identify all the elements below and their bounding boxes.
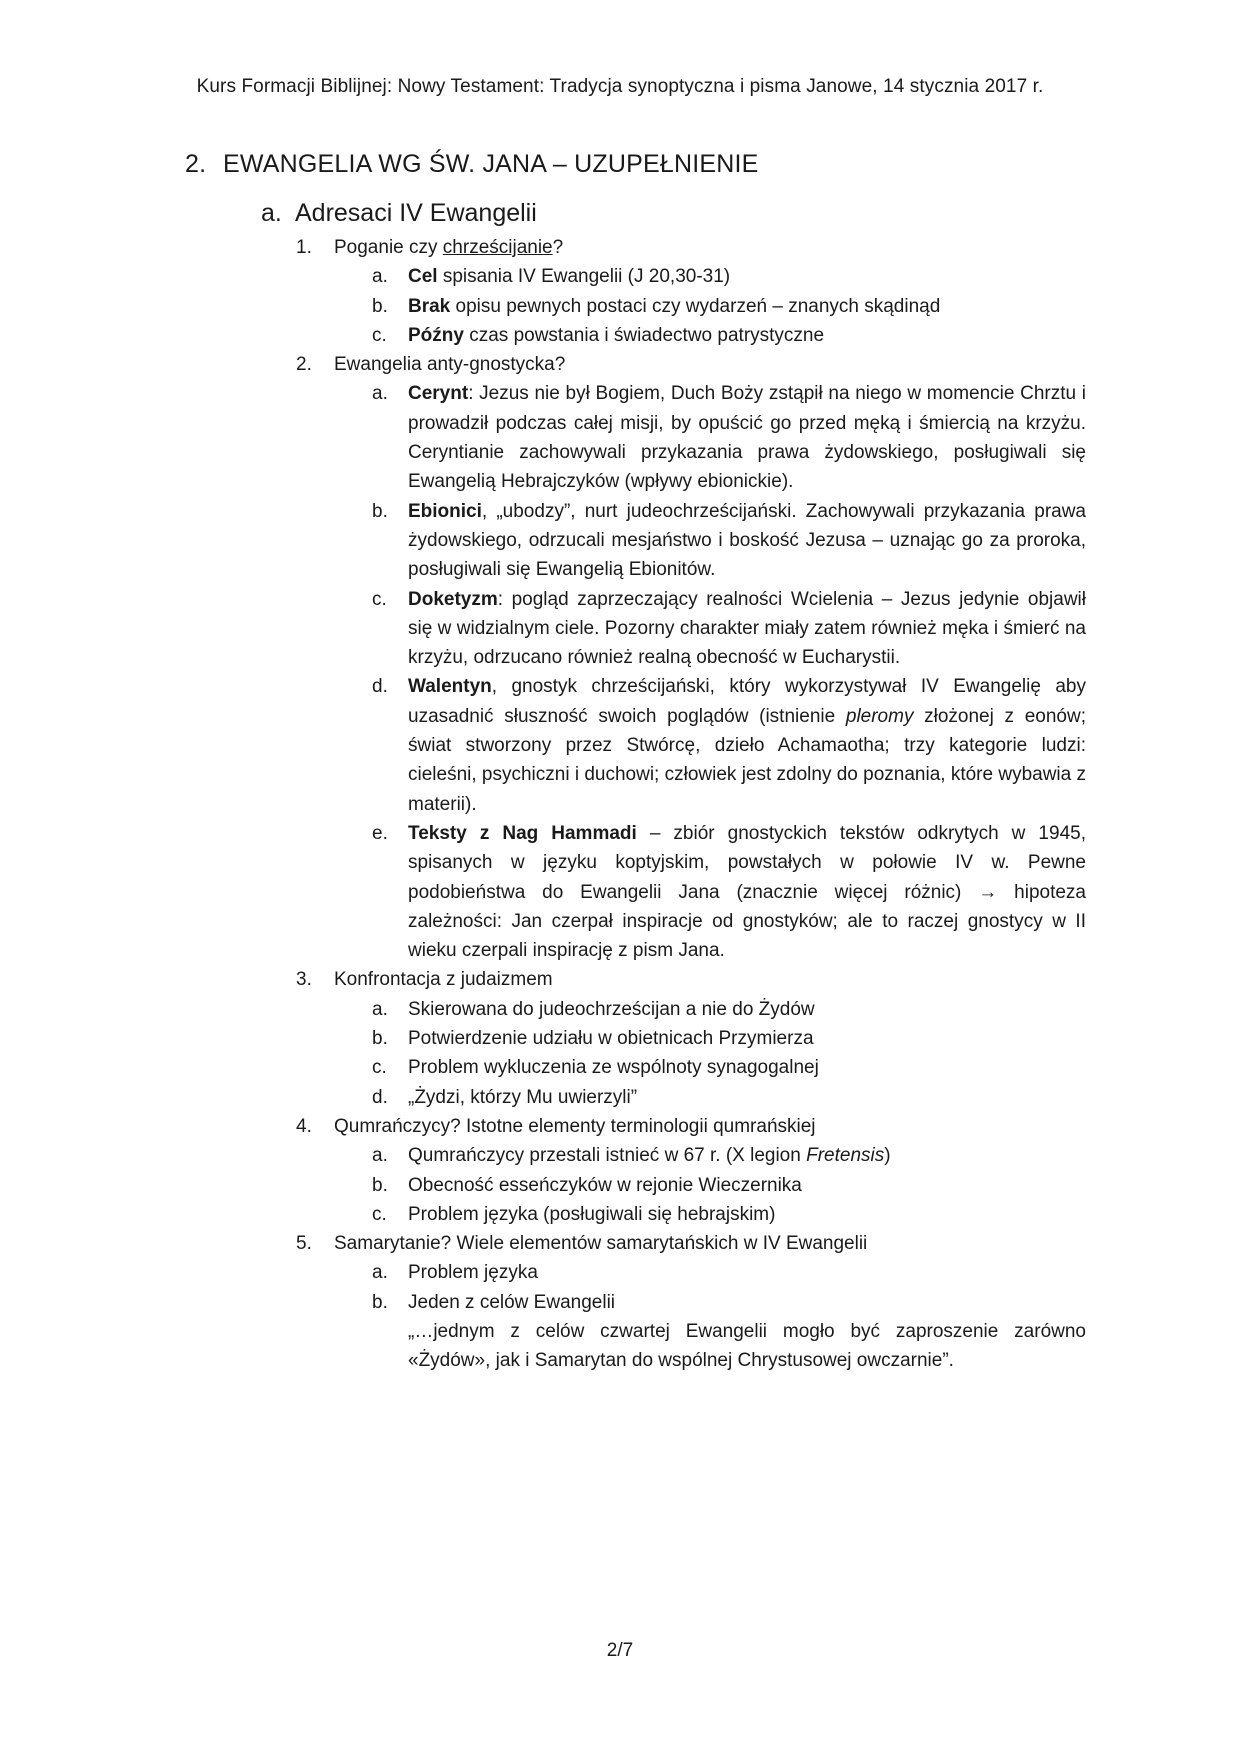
chapter-title: EWANGELIA WG ŚW. JANA – UZUPEŁNIENIE [223,150,759,178]
sub-item-letter: c. [372,1057,387,1079]
outline-item-1 [0,233,1084,262]
sub-item-letter: e. [372,822,388,844]
section-heading [261,199,537,228]
sub-item [0,585,1086,673]
sub-item-text: Problem języka [408,1262,538,1284]
sub-item-text: : pogląd zaprzeczający realności Wcielenia – Jezus jedynie objawił się w widzialnym ciele. Pozorny charakter miały zatem również męka i śmierć na krzyżu, odrzucano również realną obecność w Eucharystii. [408,588,1086,669]
sub-item [0,1141,1086,1170]
sub-item-text: , gnostyk chrześcijański, który wykorzystywał IV Ewangelię aby uzasadnić słuszność swoich poglądów (istnienie [408,676,1086,727]
sub-item-letter: c. [372,588,387,610]
outline [0,233,1240,1376]
sub-item-keyword: Cerynt [408,383,469,405]
item-title: Ewangelia anty-gnostycka? [334,354,566,376]
sub-item-keyword: Cel [408,266,438,288]
sub-item-text: spisania IV Ewangelii (J 20,30-31) [437,266,731,288]
sub-item-text: Qumrańczycy przestali istnieć w 67 r. (X legion [408,1145,807,1167]
sub-item-text: Potwierdzenie udziału w obietnicach Przymierza [408,1028,814,1050]
sub-item-text: Jeden z celów Ewangelii [408,1291,616,1313]
sub-item [0,321,1086,350]
sub-item-letter: b. [372,500,388,522]
sub-item-letter: b. [372,1291,388,1313]
sub-item-keyword: Późny [408,324,464,346]
item-title: Konfrontacja z judaizmem [334,969,553,991]
sub-item-letter: b. [372,1174,388,1196]
sub-item-keyword: Teksty z Nag Hammadi [408,822,637,844]
section-title: Adresaci IV Ewangelii [295,199,537,227]
sub-item [0,379,1086,496]
sub-item-letter: d. [372,1086,388,1108]
item-number: 5. [296,1233,312,1255]
item-number: 1. [296,237,312,258]
sub-item-text: czas powstania i świadectwo patrystyczne [463,324,825,346]
sub-item [0,292,1086,321]
sub-item-letter: a. [372,1262,388,1284]
sub-item-letter: a. [372,383,388,405]
sub-item [0,995,1086,1024]
page-number: 2/7 [606,1640,634,1661]
sub-item-letter: c. [372,324,387,346]
item-title: Poganie czy chrześcijanie? [334,237,564,258]
sub-item-keyword: Doketyzm [408,588,498,610]
italic-term: pleromy [845,705,914,727]
sub-item-letter: a. [372,998,388,1020]
running-header: Kurs Formacji Biblijnej: Nowy Testament: Tradycja synoptyczna i pisma Janowe, 14 stycznia 2017 r. [196,76,1044,97]
sub-item [0,1171,1086,1200]
item-title: Samarytanie? Wiele elementów samarytańskich w IV Ewangelii [334,1233,868,1255]
sub-item-text: , „ubodzy”, nurt judeochrześcijański. Zachowywali przykazania prawa żydowskiego, odrzucali mesjaństwo i boskość Jezusa – uznając go za proroka, posługiwali się Ewangelią Ebionitów. [408,500,1086,581]
sub-item-text: Obecność esseńczyków w rejonie Wieczernika [408,1174,802,1196]
item-number: 3. [296,969,312,991]
sub-item [0,1053,1086,1082]
sub-item [0,497,1086,585]
sub-item-letter: b. [372,295,388,317]
outline-item-3 [0,965,1084,994]
sub-item-text-cont: złożonej z eonów; świat stworzony przez Stwórcę, dzieło Achamaotha; trzy kategorie ludzi: cieleśni, psychiczni i duchowi; człowiek jest zdolny do poznania, które wybawia z materii). [408,705,1086,815]
sub-item-text: Problem języka (posługiwali się hebrajskim) [408,1203,776,1225]
sub-item-text: Problem wykluczenia ze wspólnoty synagogalnej [408,1057,819,1079]
item-number: 4. [296,1115,312,1137]
sub-item-letter: c. [372,1203,387,1225]
sub-item-letter: a. [372,1145,388,1167]
sub-item [0,1258,1086,1287]
sub-item-text: – zbiór gnostyckich tekstów odkrytych w 1945, spisanych w języku koptyjskim, powstałych w połowie IV w. Pewne podobieństwa do Ewangelii Jana (znacznie więcej różnic) → hipoteza zależności: Jan czerpał inspiracje od gnostyków; ale to raczej gnostycy w II wieku czerpali inspirację z pism Jana. [408,822,1086,962]
sub-item-keyword: Ebionici [408,500,482,522]
underlined-term: chrześcijanie [442,237,553,258]
sub-item-letter: b. [372,1028,388,1050]
chapter-number: 2. [185,150,207,178]
sub-item [0,1083,1086,1112]
outline-item-4 [0,1112,1084,1141]
sub-item-text: Skierowana do judeochrześcijan a nie do Żydów [408,998,815,1020]
sub-item [0,1288,1086,1317]
sub-item-letter: d. [372,676,388,698]
chapter-heading [185,150,759,179]
sub-item-letter: a. [372,266,388,288]
section-letter: a. [261,199,282,227]
sub-item-keyword: Brak [408,295,451,317]
sub-item [0,1024,1086,1053]
item-title: Qumrańczycy? Istotne elementy terminologii qumrańskiej [334,1115,816,1137]
sub-item [0,819,1086,965]
sub-item-keyword: Walentyn [408,676,492,698]
item-number: 2. [296,354,312,376]
outline-item-5 [0,1229,1084,1258]
sub-item-text-cont: ) [884,1145,891,1167]
outline-item-2 [0,350,1084,379]
italic-term: Fretensis [806,1145,885,1167]
sub-item-text: : Jezus nie był Bogiem, Duch Boży zstąpił na niego w momencie Chrztu i prowadził podczas całej misji, by opuścić go przed męką i śmiercią na krzyżu. Ceryntianie zachowywali przykazania prawa żydowskiego, posługiwali się Ewangelią Hebrajczyków (wpływy ebionickie). [408,383,1086,493]
sub-item [0,262,1086,291]
sub-item [0,1200,1086,1229]
sub-item-text: opisu pewnych postaci czy wydarzeń – znanych skądinąd [450,295,941,317]
quotation: „…jednym z celów czwartej Ewangelii mogło być zaproszenie zarówno «Żydów», jak i Samarytan do wspólnej Chrystusowej owczarnie”. [408,1320,1086,1372]
sub-item [0,672,1086,818]
sub-item-text: „Żydzi, którzy Mu uwierzyli” [408,1086,638,1108]
